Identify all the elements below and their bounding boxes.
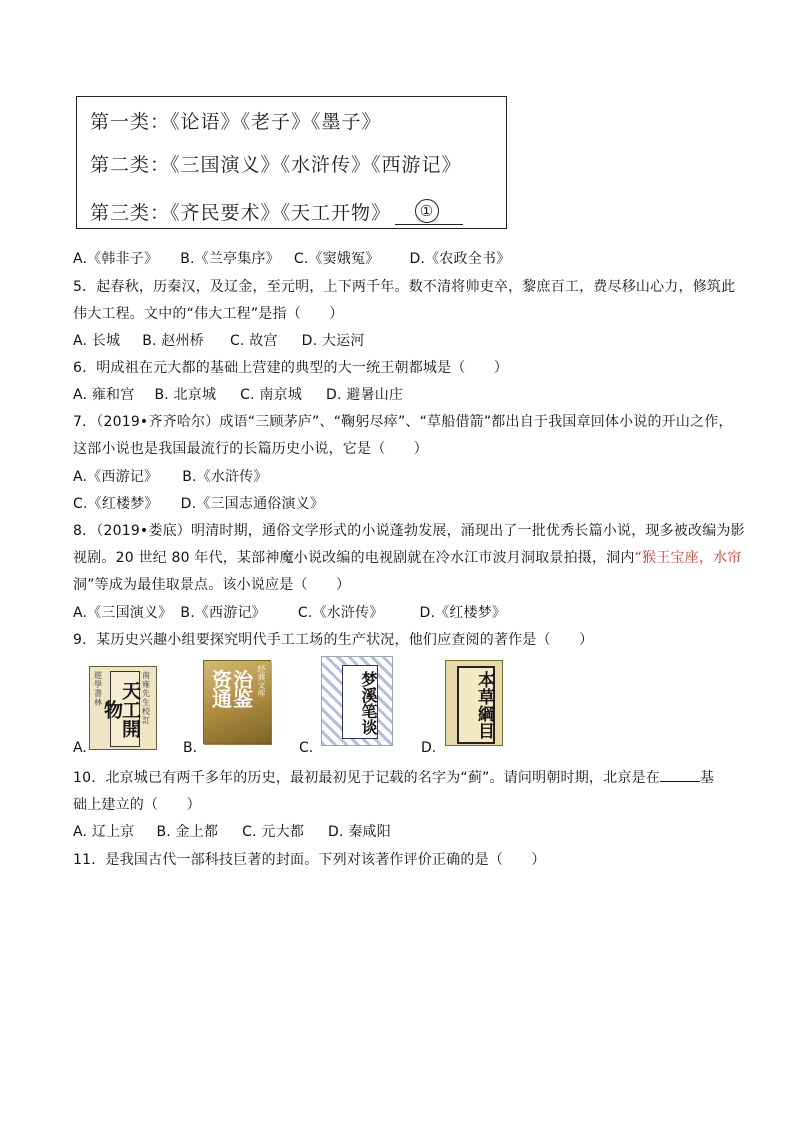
category-box	[76, 96, 507, 229]
q9-option-c	[299, 656, 419, 756]
q6-option-a: A. 雍和宫	[73, 387, 135, 403]
q5-option-a: A. 长城	[73, 333, 121, 349]
q8-option-b: B.《西游记》	[180, 605, 266, 621]
q8-option-d: D.《红楼梦》	[419, 605, 507, 621]
mengxibitan-cover	[321, 656, 393, 746]
tiangongkaiwu-cover	[89, 666, 157, 750]
q10-stem-line1	[73, 767, 714, 787]
cover-a-title: 天工開物	[110, 671, 140, 747]
answer-blank	[395, 202, 463, 225]
q7-options-row1	[73, 466, 268, 486]
q11-stem: 11．是我国古代一部科技巨著的封面。下列对该著作评价正确的是（ ）	[73, 852, 546, 868]
q9-option-c-label: C.	[299, 740, 314, 756]
q8-stem-line2-highlight: “猴王宝座，水帘	[634, 550, 742, 566]
q5-options	[73, 330, 365, 350]
q8-stem-line1: 8．（2019•娄底）明清时期，通俗文学形式的小说蓬勃发展，涌现出了一批优秀长篇小说，现多被改编为影	[73, 523, 745, 539]
q10-option-b: B. 金上都	[156, 824, 219, 840]
q7-option-a: A.《西游记》	[73, 469, 159, 485]
q10-stem-line2: 础上建立的（ ）	[73, 797, 201, 813]
q8-options	[73, 602, 506, 622]
q7-options-row2	[73, 493, 324, 513]
q6-option-c: C. 南京城	[240, 387, 303, 403]
q4-option-b: B.《兰亭集序》	[180, 251, 280, 267]
cover-a-publisher: 遊學書林	[94, 671, 102, 707]
q9-option-b	[183, 656, 303, 756]
q10-stem-tail: 基	[699, 770, 715, 786]
q9-option-d	[421, 656, 533, 756]
cover-b-tag: 经典文库	[257, 665, 266, 697]
q10-fill-blank	[660, 767, 700, 782]
cover-d-title: 本草綱目	[457, 666, 495, 744]
q8-stem-line2-text: 视剧。20 世纪 80 年代，某部神魔小说改编的电视剧就在冷水江市波月洞取景拍摄，洞内	[73, 550, 635, 566]
q7-option-d: D.《三国志通俗演义》	[180, 496, 325, 512]
blank-number: ①	[415, 199, 439, 223]
q5-option-b: B. 赵州桥	[142, 333, 204, 349]
q6-stem: 6．明成祖在元大都的基础上营建的典型的大一统王朝都城是（ ）	[73, 360, 509, 376]
cover-b-title: 资治通鉴	[212, 668, 254, 711]
q6-option-d: D. 避暑山庄	[326, 387, 404, 403]
q10-option-d: D. 秦咸阳	[328, 824, 391, 840]
q5-stem-line2: 伟大工程。文中的“伟大工程”是指（ ）	[73, 306, 344, 322]
q5-option-c: C. 故宫	[229, 333, 278, 349]
q7-stem-line2: 这部小说也是我国最流行的长篇历史小说，它是（ ）	[73, 441, 428, 457]
q7-option-c: C.《红楼梦》	[73, 496, 159, 512]
category-row-3	[90, 198, 463, 225]
q10-option-a: A. 辽上京	[73, 824, 135, 840]
q5-option-d: D. 大运河	[301, 333, 365, 349]
cover-a-side: 南雍先生校訂	[142, 671, 150, 725]
q4-option-a: A.《韩非子》	[73, 251, 159, 267]
q4-option-d: D.《农政全书》	[409, 251, 511, 267]
q5-stem-line1: 5．起春秋，历秦汉，及辽金，至元明，上下两千年。数不清将帅吏卒，黎庶百工，费尽移山心力，修筑此	[73, 279, 736, 295]
q9-option-b-label: B.	[183, 740, 198, 756]
category-row-2: 第二类：《三国演义》《水浒传》《西游记》	[90, 154, 462, 176]
q10-option-c: C. 元大都	[242, 824, 305, 840]
cover-c-title: 梦溪笔谈	[342, 665, 378, 739]
q8-option-a: A.《三国演义》	[73, 605, 173, 621]
q4-option-c: C.《窦娥冤》	[293, 251, 380, 267]
q9-image-options	[73, 656, 533, 756]
q10-stem-text: 10．北京城已有两千多年的历史，最初最初见于记载的名字为“蓟”。请问明朝时期，北京是在	[73, 770, 660, 786]
category-row-1: 第一类：《论语》《老子》《墨子》	[90, 111, 382, 133]
q8-stem-line2	[73, 547, 741, 567]
q9-option-a-label: A.	[73, 740, 87, 756]
q7-stem-line1: 7．（2019•齐齐哈尔）成语“三顾茅庐”、“鞠躬尽瘁”、“草船借箭”都出自于我国章回体小说的开山之作，	[73, 414, 733, 430]
q4-options	[73, 248, 510, 268]
q8-option-c: C.《水浒传》	[297, 605, 384, 621]
bencaogangmu-cover	[445, 660, 503, 746]
q6-option-b: B. 北京城	[154, 387, 217, 403]
zizhitongjian-cover	[203, 660, 271, 744]
q8-stem-line3: 洞”等成为最佳取景点。该小说应是（ ）	[73, 577, 351, 593]
q10-options	[73, 821, 391, 841]
category-row-3-text: 第三类：《齐民要术》《天工开物》	[90, 202, 392, 224]
q9-option-d-label: D.	[421, 740, 437, 756]
q7-option-b: B.《水浒传》	[182, 469, 268, 485]
q6-options	[73, 384, 403, 404]
q9-stem: 9．某历史兴趣小组要探究明代手工工场的生产状况，他们应查阅的著作是（ ）	[73, 632, 594, 648]
q9-option-a	[73, 656, 183, 756]
